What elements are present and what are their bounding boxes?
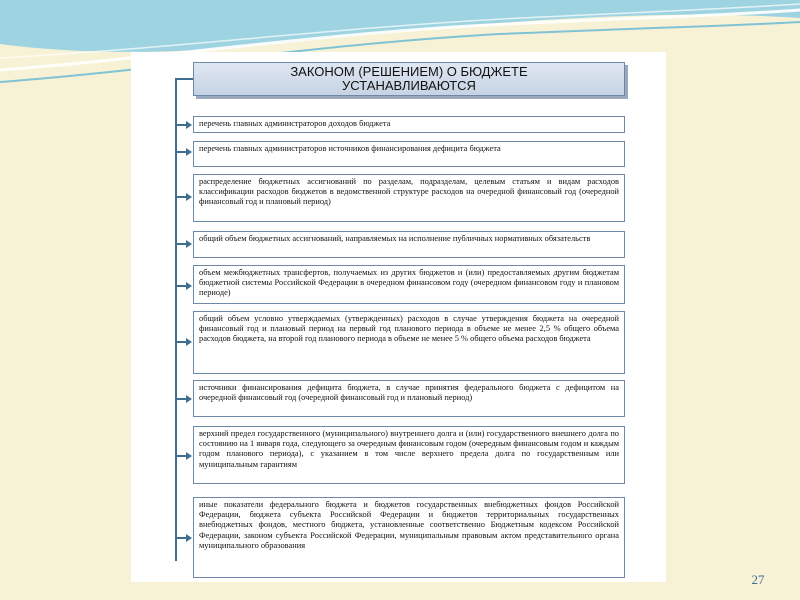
page-number: 27 (751, 572, 765, 587)
diagram-title-box (193, 62, 625, 96)
diagram-item-8-text: верхний предел государственного (муниципального) внутреннего долга и (или) государственного внешнего долга по состоянию на 1 января года, следующего за очередным финансовым годом (очередным финансовым годом и каждым годом планового периода), с указанием в том числе верхнего предела долга по государственным или муниципальным гарантиям (199, 429, 619, 469)
diagram-item-9 (193, 497, 625, 578)
arrow-head-6 (186, 338, 192, 346)
diagram-item-4 (193, 231, 625, 258)
title-connector-line (175, 78, 193, 80)
diagram-item-8 (193, 426, 625, 484)
arrow-head-7 (186, 395, 192, 403)
diagram-item-2-text: перечень главных администраторов источников финансирования дефицита бюджета (199, 144, 501, 153)
diagram-item-7 (193, 380, 625, 417)
diagram-item-5-text: объем межбюджетных трансфертов, получаемых из других бюджетов и (или) предоставляемых другим бюджетам бюджетной системы Российской Федерации в очередном финансовом году (очередном финансовом году и плановом периоде) (199, 268, 619, 298)
diagram-item-2 (193, 141, 625, 167)
diagram-item-5 (193, 265, 625, 304)
diagram-item-4-text: общий объем бюджетных ассигнований, направляемых на исполнение публичных нормативных обязательств (199, 234, 591, 243)
diagram-item-6-text: общий объем условно утверждаемых (утвержденных) расходов в случае утверждения бюджета на очередной финансовый год и плановый период на первый год планового периода в объеме не менее 2,5 % общего объема расходов бюджета, на второй год планового периода в объеме не менее 5 % общего объема расходов бюджета (199, 314, 619, 344)
arrow-head-3 (186, 193, 192, 201)
diagram-item-7-text: источники финансирования дефицита бюджета, в случае принятия федерального бюджета с дефицитом на очередной финансовый год (очередной финансовый год и плановый период) (199, 383, 619, 403)
diagram-item-3-text: распределение бюджетных ассигнований по разделам, подразделам, целевым статьям и видам расходов классификации расходов бюджетов в ведомственной структуре расходов на очередной финансовый год (очередной финансовый год и плановый период) (199, 177, 619, 207)
diagram-item-1 (193, 116, 625, 133)
arrow-head-2 (186, 148, 192, 156)
diagram-title: ЗАКОНОМ (РЕШЕНИЕМ) О БЮДЖЕТЕ УСТАНАВЛИВАЮТСЯ (290, 64, 528, 93)
arrow-head-1 (186, 121, 192, 129)
diagram-item-9-text: иные показатели федерального бюджета и бюджетов государственных внебюджетных фондов Российской Федерации, бюджета субъекта Российской Федерации и бюджетов территориальных государственных внебюджетных фондов, местного бюджета, установленные соответственно Бюджетным кодексом Российской Федерации, законом субъекта Российской Федерации, муниципальным правовым актом представительного органа муниципального образования (199, 500, 619, 550)
diagram-item-6 (193, 311, 625, 374)
diagram-item-3 (193, 174, 625, 222)
arrow-head-8 (186, 452, 192, 460)
arrow-head-9 (186, 534, 192, 542)
arrow-head-4 (186, 240, 192, 248)
diagram-item-1-text: перечень главных администраторов доходов бюджета (199, 119, 391, 128)
arrow-head-5 (186, 282, 192, 290)
